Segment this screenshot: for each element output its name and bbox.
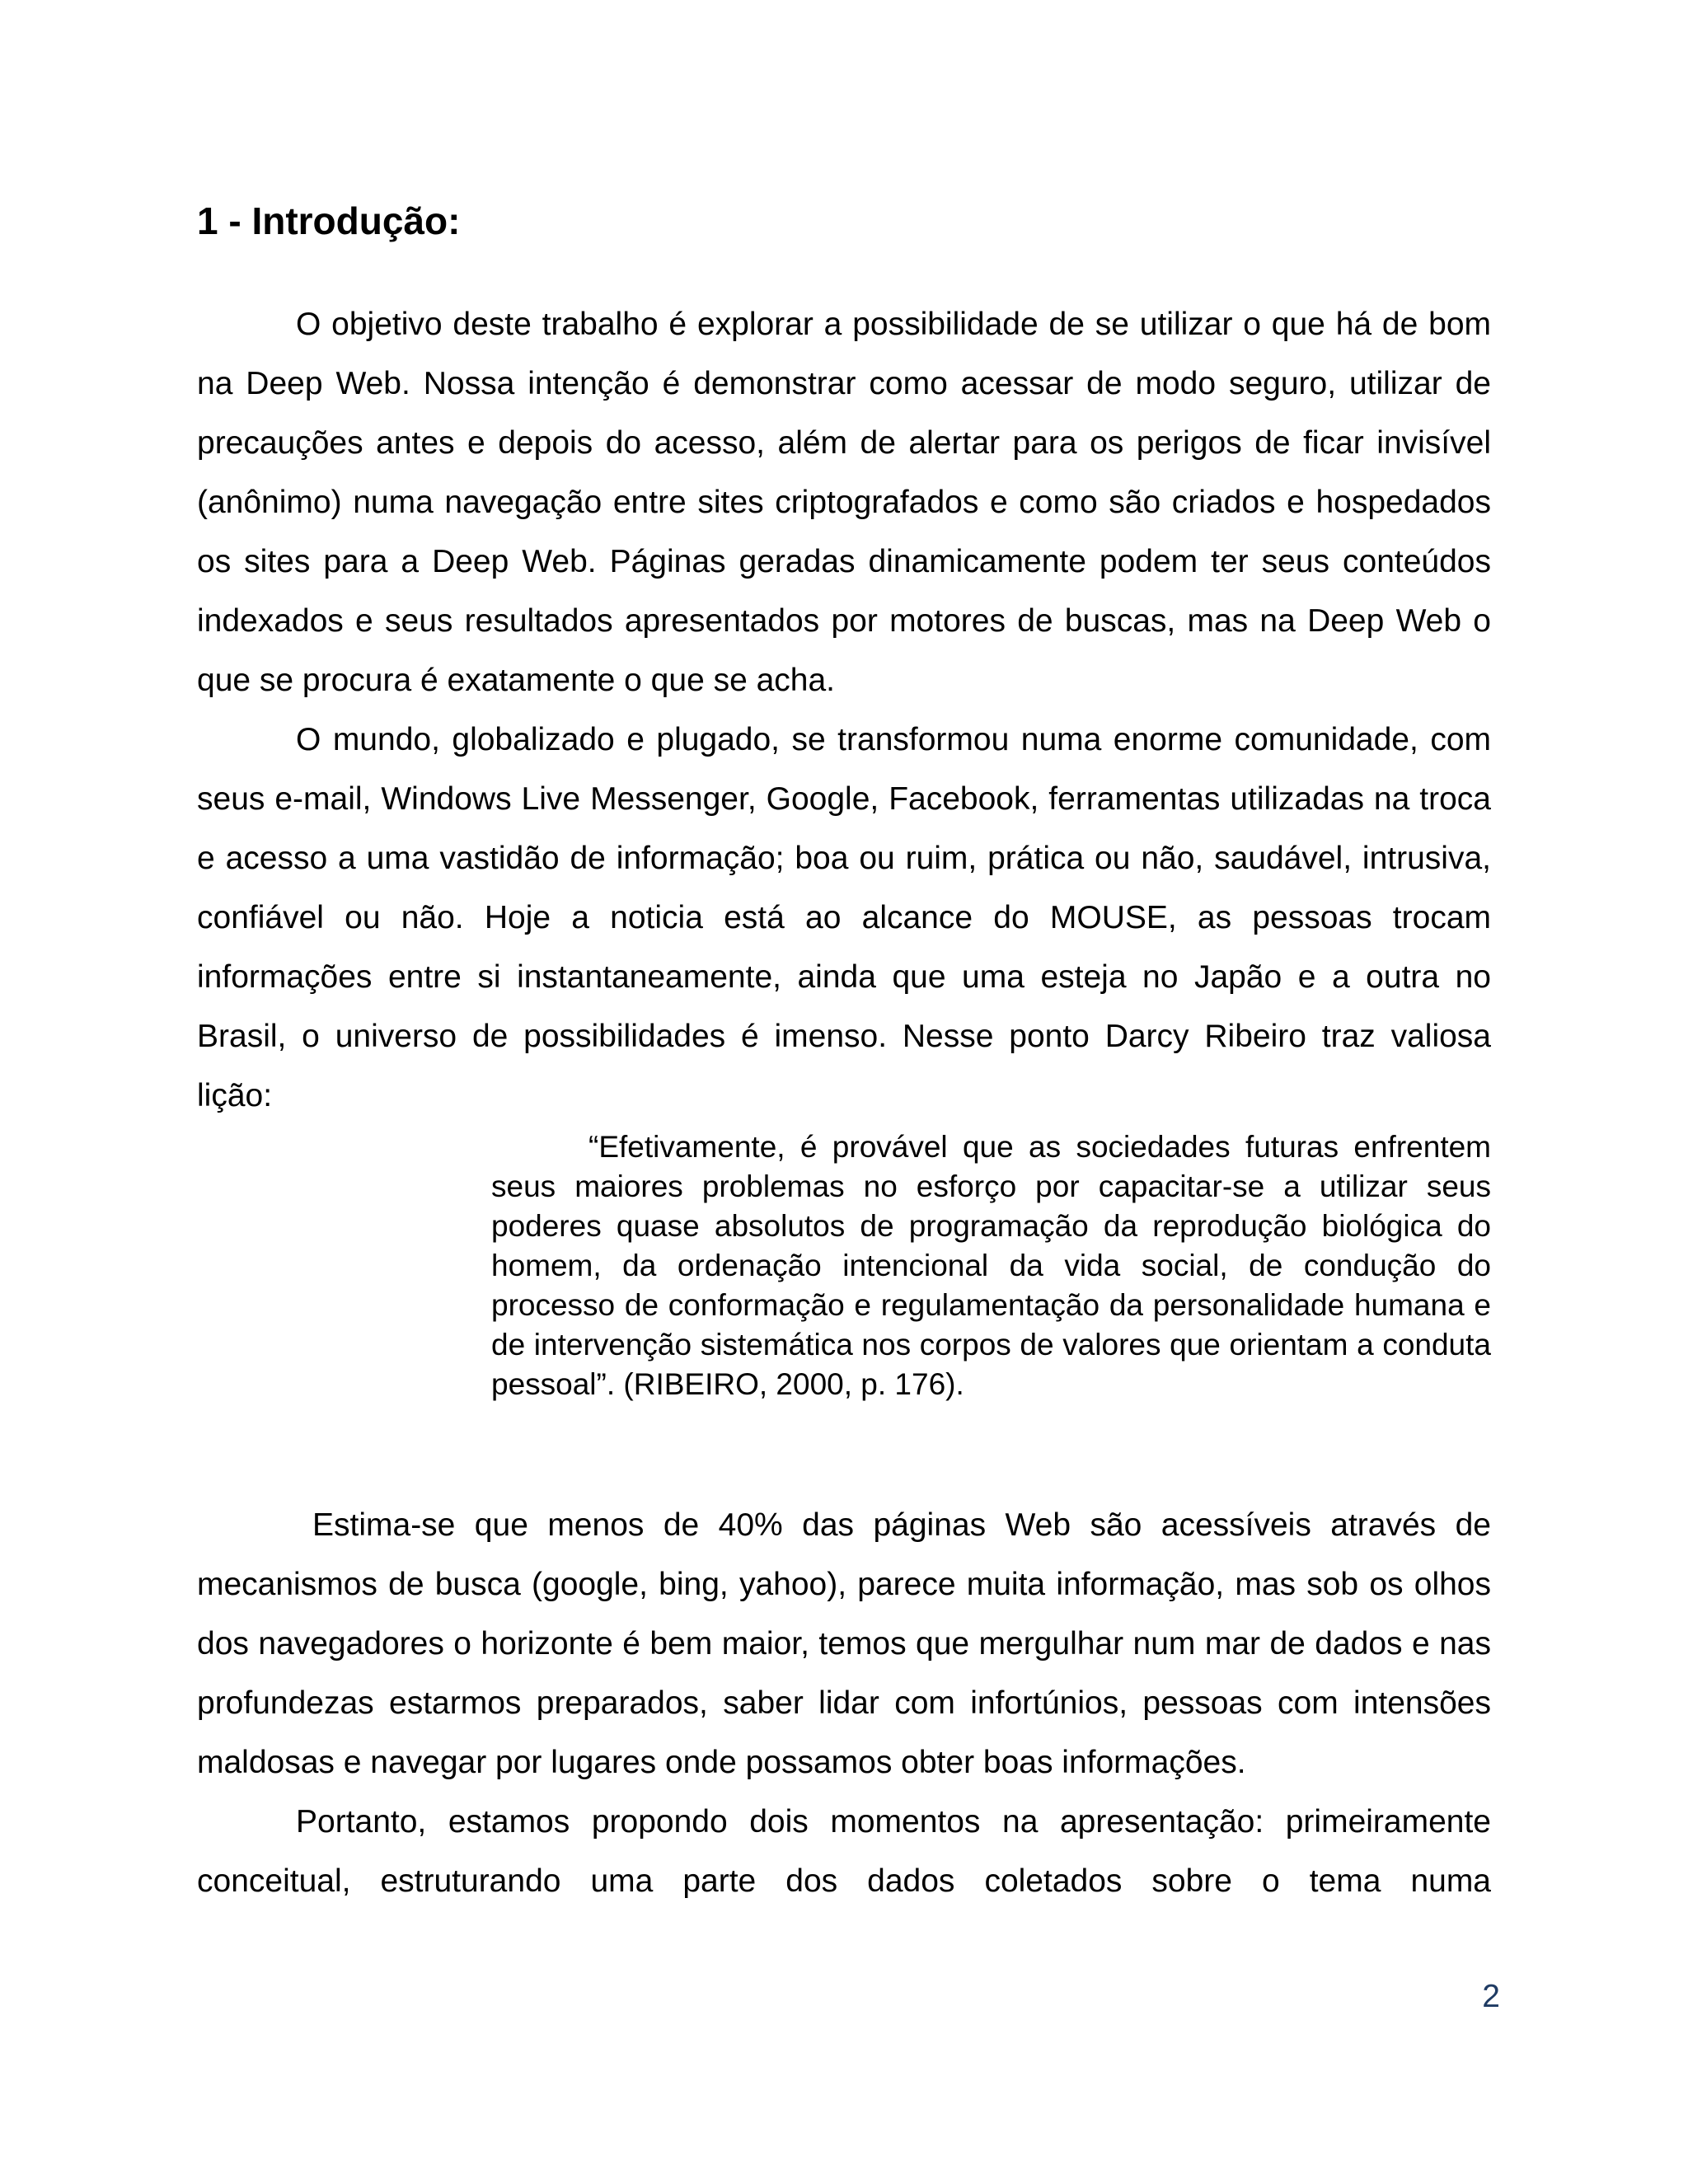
paragraph-globalized-world: O mundo, globalizado e plugado, se transformou numa enorme comunidade, com seus e-mail, Windows Live Messenger, Google, Facebook, ferramentas utilizadas na troca e acesso a uma vastidão de informação; boa ou ruim, prática ou não, saudável, intrusiva, confiável ou não. Hoje a noticia está ao alcance do MOUSE, as pessoas trocam informações entre si instantaneamente, ainda que uma esteja no Japão e a outra no Brasil, o universo de possibilidades é imenso. Nesse ponto Darcy Ribeiro traz valiosa lição: xyxy=(197,722,1491,1113)
section-heading: 1 - Introdução: xyxy=(197,199,461,242)
body-text-bottom xyxy=(197,1496,1491,1911)
paragraph-estimate: Estima-se que menos de 40% das páginas Web são acessíveis através de mecanismos de busca (google, bing, yahoo), parece muita informação, mas sob os olhos dos navegadores o horizonte é bem maior, temos que mergulhar num mar de dados e nas profundezas estarmos preparados, saber lidar com infortúnios, pessoas com intensões maldosas e navegar por lugares onde possamos obter boas informações. xyxy=(197,1507,1491,1780)
paragraph-therefore: Portanto, estamos propondo dois momentos na apresentação: primeiramente conceitual, estruturando uma parte dos dados coletados sobre o tema numa xyxy=(197,1804,1491,1899)
body-text-top xyxy=(197,295,1491,1126)
paragraph-objective: O objetivo deste trabalho é explorar a possibilidade de se utilizar o que há de bom na Deep Web. Nossa intenção é demonstrar como acessar de modo seguro, utilizar de precauções antes e depois do acesso, além de alertar para os perigos de ficar invisível (anônimo) numa navegação entre sites criptografados e como são criados e hospedados os sites para a Deep Web. Páginas geradas dinamicamente podem ter seus conteúdos indexados e seus resultados apresentados por motores de buscas, mas na Deep Web o que se procura é exatamente o que se acha. xyxy=(197,307,1491,698)
block-quote: “Efetivamente, é provável que as sociedades futuras enfrentem seus maiores problemas no esforço por capacitar-se a utilizar seus poderes quase absolutos de programação da reprodução biológica do homem, da ordenação intencional da vida social, de condução do processo de conformação e regulamentação da personalidade humana e de intervenção sistemática nos corpos de valores que orientam a conduta pessoal”. (RIBEIRO, 2000, p. 176). xyxy=(491,1130,1491,1401)
page-number: 2 xyxy=(1482,1979,1500,2014)
